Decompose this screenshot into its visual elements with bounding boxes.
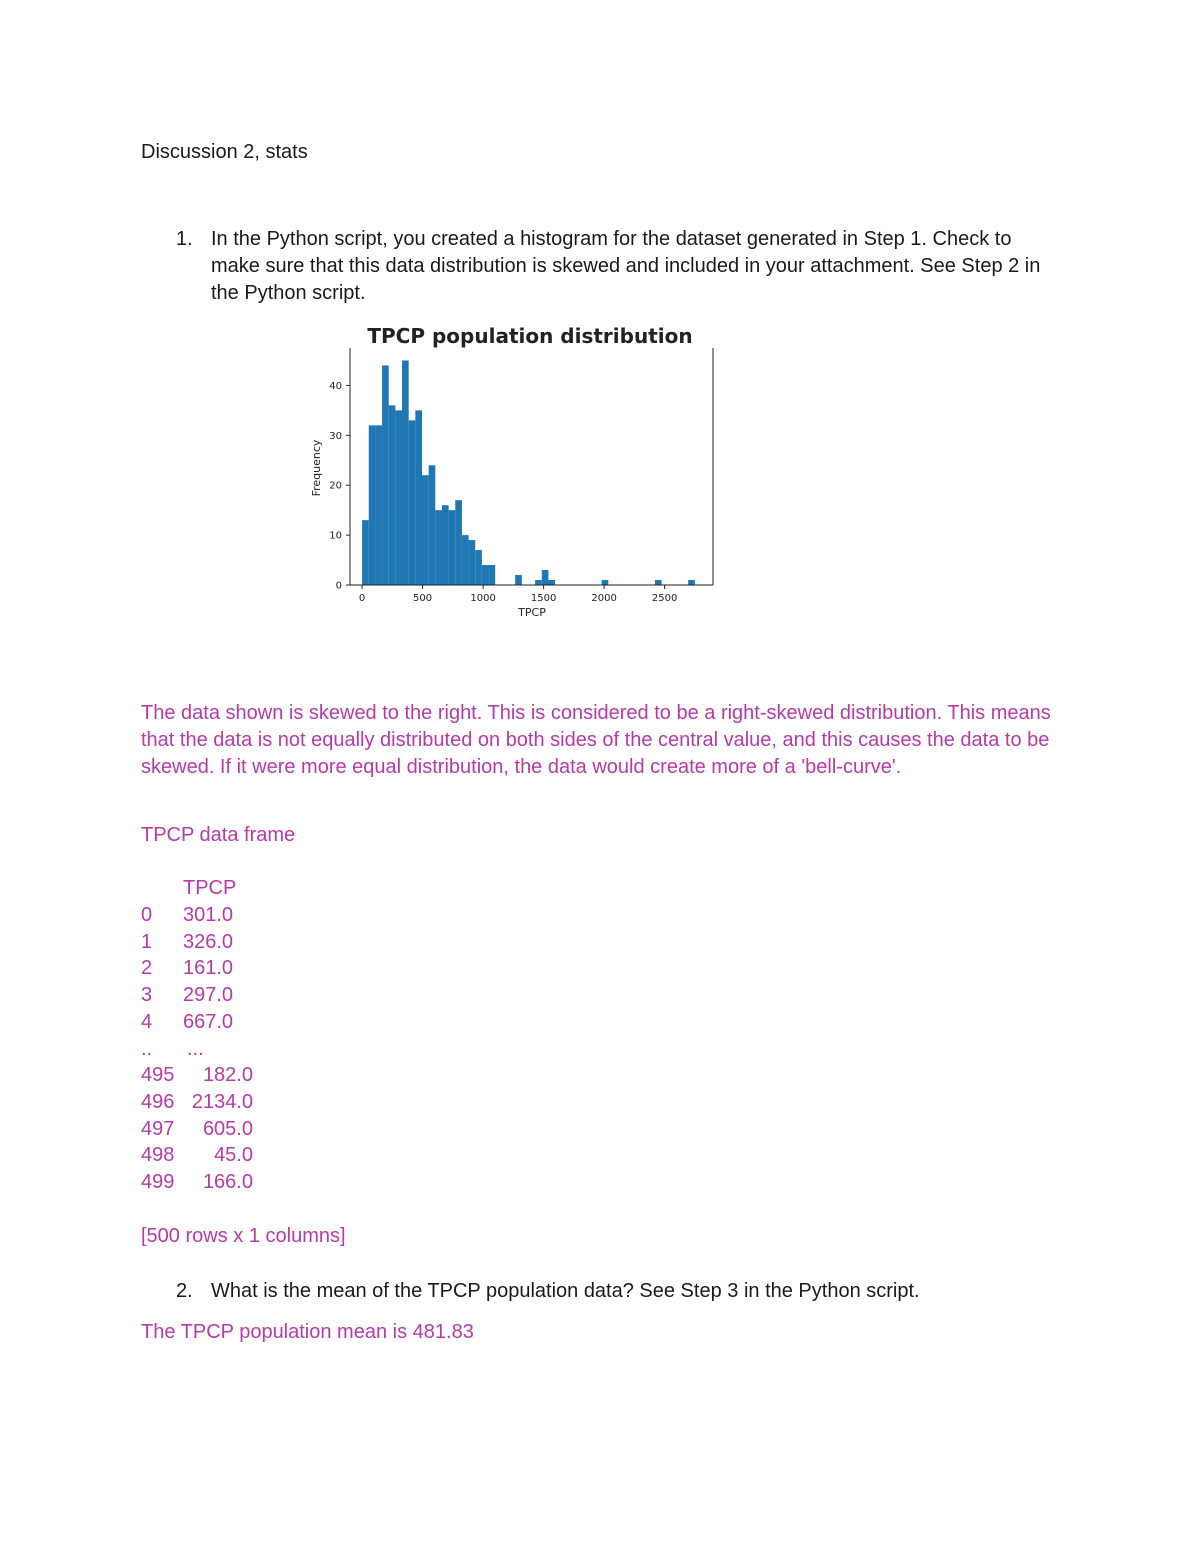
histogram-bar xyxy=(435,510,442,585)
dataframe-row-index: 496 xyxy=(141,1090,175,1113)
dataframe-row-index: 1 xyxy=(141,930,153,953)
histogram-bar xyxy=(489,565,496,585)
y-axis-label: Frequency xyxy=(310,439,323,497)
histogram-bar xyxy=(655,580,662,585)
document-title: Discussion 2, stats xyxy=(141,141,308,163)
dataframe-row-value: 297.0 xyxy=(183,984,234,1007)
histogram-bar xyxy=(369,425,376,585)
skew-answer: The data shown is skewed to the right. This is considered to be a right-skewed distribution. This means that the data is not equally distributed on both sides of the central value, and this causes the data to be skewed. If it were more equal distribution, the data would create more of a 'bell-curve'. xyxy=(141,702,1051,778)
histogram-bar xyxy=(515,575,522,585)
histogram-bars xyxy=(362,360,695,585)
histogram-bar xyxy=(449,510,456,585)
dataframe-title: TPCP data frame xyxy=(141,824,296,846)
histogram-bar xyxy=(462,535,469,585)
histogram-bar xyxy=(688,580,695,585)
dataframe-row-value: 182.0 xyxy=(202,1064,253,1087)
dataframe-row-index: 3 xyxy=(141,984,153,1007)
histogram-bar xyxy=(535,580,542,585)
x-tick-label: 1500 xyxy=(530,593,557,604)
histogram-bar xyxy=(442,505,449,585)
dataframe-row-index: 499 xyxy=(141,1171,175,1193)
histogram-bar xyxy=(429,465,436,585)
question-number: 2. xyxy=(176,1280,193,1302)
dataframe-row-index: .. xyxy=(141,1037,153,1060)
dataframe-row-value: 326.0 xyxy=(183,930,234,953)
histogram-bar xyxy=(602,580,609,585)
histogram-bar xyxy=(375,425,382,585)
x-axis-ticks xyxy=(359,585,677,604)
dataframe-column-header: TPCP xyxy=(183,877,237,899)
x-tick-label: 1000 xyxy=(470,593,496,604)
histogram-bar xyxy=(422,475,429,585)
x-axis-label: TPCP xyxy=(518,606,546,619)
dataframe-row-index: 495 xyxy=(141,1064,175,1087)
dataframe-row-value: 2134.0 xyxy=(191,1090,253,1113)
y-tick-label: 20 xyxy=(329,480,342,492)
mean-answer: The TPCP population mean is 481.83 xyxy=(141,1321,474,1343)
dataframe-row-index: 2 xyxy=(141,957,153,980)
question-text: What is the mean of the TPCP population data? See Step 3 in the Python script. xyxy=(211,1280,920,1302)
x-tick-label: 0 xyxy=(358,593,366,604)
x-tick-label: 2500 xyxy=(651,593,678,604)
y-tick-label: 0 xyxy=(335,580,342,592)
x-tick-label: 500 xyxy=(413,593,433,604)
dataframe-row-value: 166.0 xyxy=(202,1171,253,1193)
histogram-bar xyxy=(402,360,409,585)
dataframe-row-value: 45.0 xyxy=(214,1144,253,1167)
histogram-bar xyxy=(455,500,462,585)
histogram-bar xyxy=(409,420,416,585)
chart-title: TPCP population distribution xyxy=(367,324,693,348)
dataframe-row-index: 4 xyxy=(141,1010,153,1033)
histogram-bar xyxy=(548,580,555,585)
histogram-bar xyxy=(389,405,396,585)
y-tick-label: 30 xyxy=(329,430,342,442)
y-tick-label: 40 xyxy=(329,380,342,392)
dataframe-row-value: 301.0 xyxy=(183,904,234,926)
histogram-bar xyxy=(415,410,422,585)
histogram-bar xyxy=(475,550,482,585)
dataframe-row-value: 161.0 xyxy=(183,957,234,980)
y-axis-ticks xyxy=(329,381,350,592)
dataframe-shape: [500 rows x 1 columns] xyxy=(141,1225,346,1247)
question-text: In the Python script, you created a histogram for the dataset generated in Step 1. Check to make sure that this data distribution is skewed and included in your attachment. See Step 2 in the Python script. xyxy=(211,228,1041,304)
histogram-bar xyxy=(362,520,369,585)
histogram-bar xyxy=(395,410,402,585)
dataframe-row-value: ... xyxy=(187,1037,204,1060)
histogram-bar xyxy=(482,565,489,585)
dataframe-row-index: 497 xyxy=(141,1117,175,1140)
histogram-bar xyxy=(542,570,549,585)
dataframe-row-value: 605.0 xyxy=(202,1117,253,1140)
question-number: 1. xyxy=(176,228,193,250)
y-tick-label: 10 xyxy=(329,530,342,542)
histogram-chart xyxy=(300,318,730,623)
dataframe-row-index: 0 xyxy=(141,904,153,926)
dataframe-row-index: 498 xyxy=(141,1144,175,1167)
histogram-bar xyxy=(382,365,389,585)
histogram-bar xyxy=(469,540,476,585)
x-tick-label: 2000 xyxy=(591,593,617,604)
dataframe-row-value: 667.0 xyxy=(183,1010,234,1033)
